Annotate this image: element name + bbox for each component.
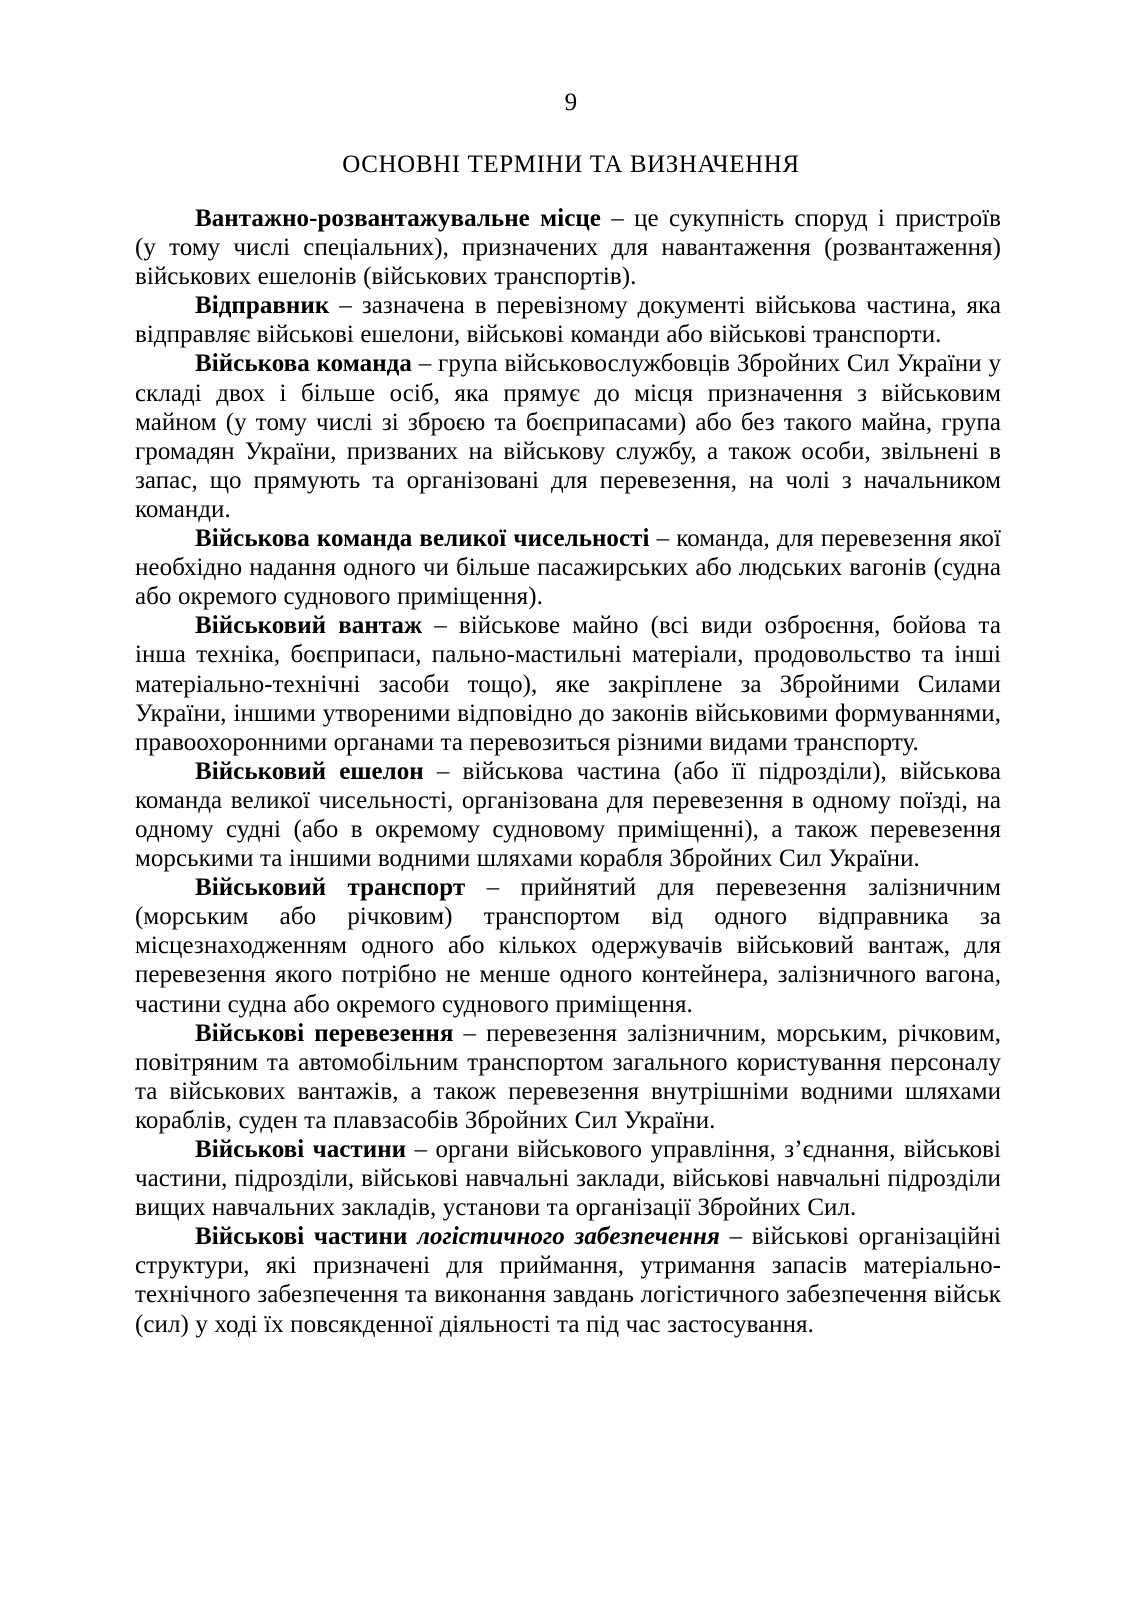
term-label: Відправник [195,292,330,320]
page-title: ОСНОВНІ ТЕРМІНИ ТА ВИЗНАЧЕННЯ [342,151,800,178]
term-label: Військова команда [195,350,412,378]
definition-paragraph [135,757,1001,873]
definition-paragraph [135,873,1001,1018]
definition-text: – команда, для перевезення якої необхідно надання одного чи більше пасажирських або людських вагонів (судна або окремого суднового приміщення). [135,525,1001,611]
term-label: Військова команда великої чисельності [195,525,650,553]
definition-text: – група військовослужбовців Збройних Сил України у складі двох і більше осіб, яка прямує до місця призначення з військовим майном (у тому числі зі зброєю та боєприпасами) або без такого майна, група громадян України, призваних на військову службу, а також особи, звільнені в запас, що прямують та організовані для перевезення, на чолі з начальником команди. [135,350,1001,523]
definition-paragraph [135,611,1001,756]
definition-text: – військове майно (всі види озброєння, бойова та інша техніка, боєприпаси, пально-мастильні матеріали, продовольство та інші матеріально-технічні засоби тощо), яке закріплене за Збройними Силами України, іншими утвореними відповідно до законів військовими формуваннями, правоохоронними органами та перевозиться різними видами транспорту. [135,612,1001,756]
term-label: Вантажно-розвантажувальне місце [195,205,601,232]
definition-paragraph [135,349,1001,524]
definition-text: – це сукупність споруд і пристроїв (у тому числі спеціальних), призначених для навантаження (розвантаження) військових ешелонів (військових транспортів). [135,205,1001,291]
definition-paragraph [135,204,1001,291]
page-number: 9 [564,89,578,116]
definition-text: – органи військового управління, з’єднання, військові частини, підрозділи, військові навчальні заклади, військові навчальні підрозділи вищих навчальних закладів, установи та організації Збройних Сил. [135,1136,1001,1222]
definition-paragraph [135,1135,1001,1222]
definition-paragraph [135,1019,1001,1135]
definition-paragraph [135,291,1001,349]
document-body [135,204,1001,1339]
definition-text: – перевезення залізничним, морським, річковим, повітряним та автомобільним транспортом загального користування персоналу та військових вантажів, а також перевезення внутрішніми водними шляхами кораблів, суден та плавзасобів Збройних Сил України. [135,1019,1001,1134]
term-label: Військовий вантаж [195,612,423,640]
definition-text: – військові організаційні структури, які призначені для приймання, утримання запасів матеріально-технічного забезпечення та виконання завдань логістичного забезпечення військ (сил) у ході їх повсякденної діяльності та під час застосування. [135,1223,1001,1338]
term-label: Військовий ешелон [195,757,424,785]
definition-text: – зазначена в перевізному документі військова частина, яка відправляє військові ешелони, військові команди або військові транспорти. [135,292,1001,349]
term-label-italic: логістичного забезпечення [417,1223,720,1251]
term-label: Військовий транспорт [195,874,466,902]
term-label: Військові частини [195,1223,418,1251]
definition-text: – прийнятий для перевезення залізничним (морським або річковим) транспортом від одного відправника за місцезнаходженням одного або кількох одержувачів військовий вантаж, для перевезення якого потрібно не менше одного контейнера, залізничного вагона, частини судна або окремого суднового приміщення. [135,874,1001,1018]
definition-text: – військова частина (або її підрозділи), військова команда великої чисельності, організована для перевезення в одному поїзді, на одному судні (або в окремому судновому приміщенні), а також перевезення морськими та іншими водними шляхами корабля Збройних Сил України. [135,757,1001,873]
term-label: Військові перевезення [195,1019,454,1047]
definition-paragraph [135,524,1001,611]
term-label: Військові частини [195,1136,407,1163]
definition-paragraph [135,1222,1001,1338]
